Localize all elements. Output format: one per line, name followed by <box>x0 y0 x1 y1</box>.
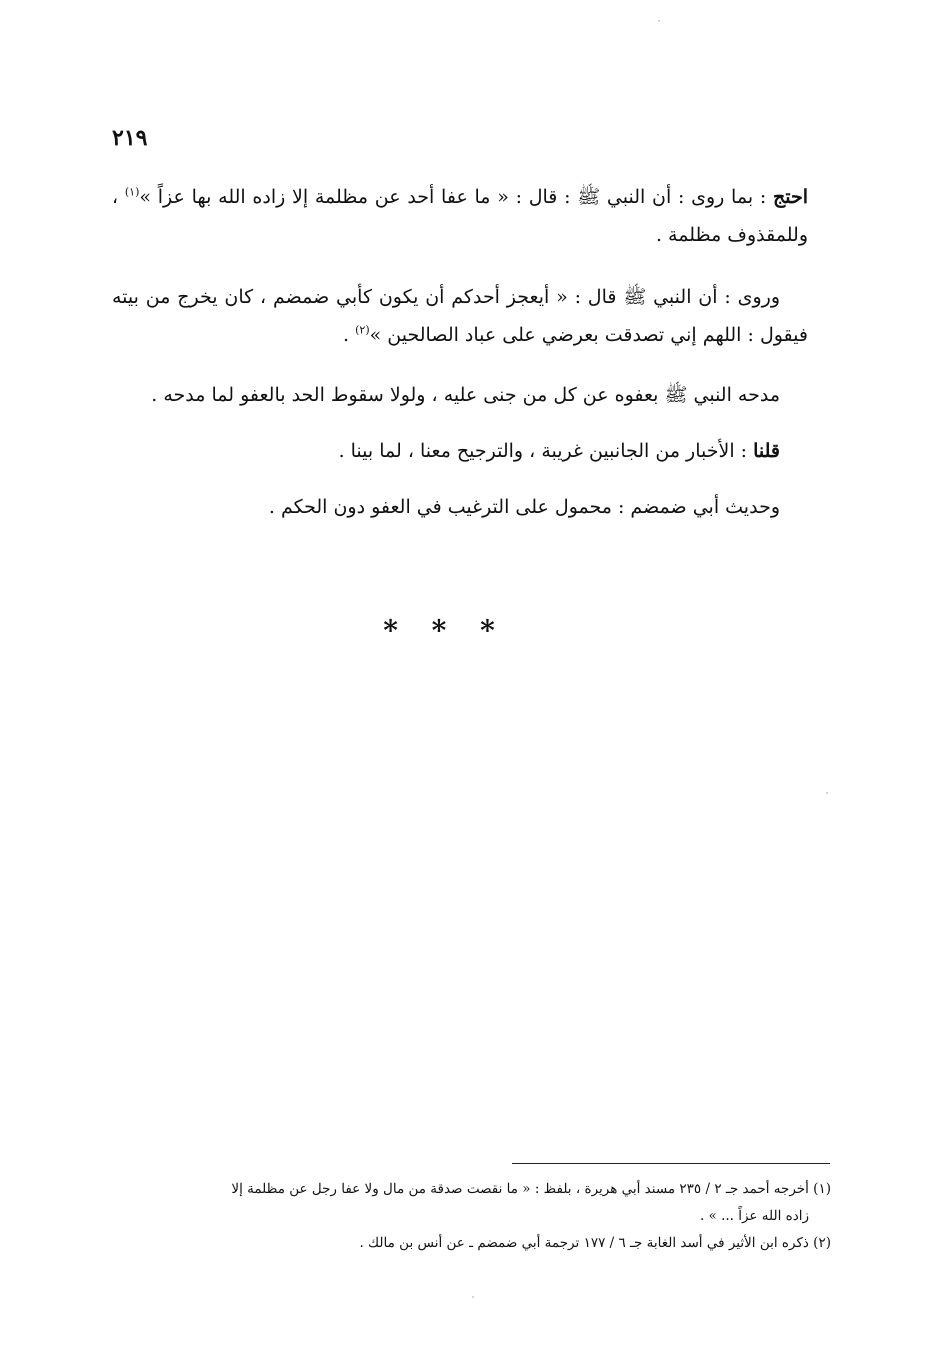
scan-speck <box>826 792 828 794</box>
paragraph-5-text: وحديث أبي ضمضم : محمول على الترغيب في العفو دون الحكم . <box>268 496 780 518</box>
scan-speck <box>658 20 660 22</box>
paragraph-2 <box>112 278 808 354</box>
footnote-1-continuation: زاده الله عزاً ... » . <box>699 1208 809 1224</box>
footnote-1: (١) أخرجه أحمد جـ ٢ / ٢٣٥ مسند أبي هريرة ، بلفظ : « ما نقصت صدقة من مال ولا عفا رجل عن مظلمة إلا <box>231 1181 831 1197</box>
footnote-ref-1: (١) <box>124 185 140 199</box>
paragraph-4-lead: قلنا <box>753 440 780 462</box>
paragraph-1-lead: احتج <box>772 186 809 208</box>
paragraph-4-text: : الأخبار من الجانبين غريبة ، والترجيح معنا ، لما بينا . <box>338 440 754 462</box>
page-number: ٢١٩ <box>112 125 148 151</box>
footnote-rule <box>512 1163 830 1164</box>
section-separator: * * * <box>383 614 507 647</box>
paragraph-2-text: وروى : أن النبي ﷺ قال : « أيعجز أحدكم أن يكون كأبي ضمضم ، كان يخرج من بيته فيقول : اللهم إني تصدقت بعرضي على عباد الصالحين » <box>112 286 808 346</box>
paragraph-3 <box>112 376 808 414</box>
paragraph-1-text: : بما روى : أن النبي ﷺ : قال : « ما عفا أحد عن مظلمة إلا زاده الله بها عزاً » <box>139 186 773 208</box>
paragraph-1-tail: ، وللمقذوف مظلمة . <box>112 186 808 246</box>
paragraph-2-tail: . <box>343 324 356 346</box>
footnotes <box>136 1176 831 1257</box>
footnote-ref-2: (٢) <box>355 323 370 337</box>
scan-speck <box>472 1296 474 1298</box>
paragraph-3-text: مدحه النبي ﷺ بعفوه عن كل من جنى عليه ، ولولا سقوط الحد بالعفو لما مدحه . <box>151 384 780 406</box>
paragraph-5 <box>112 488 808 526</box>
paragraph-1 <box>112 178 808 254</box>
paragraph-4 <box>112 432 808 470</box>
footnote-2: (٢) ذكره ابن الأثير في أسد الغابة جـ ٦ / ١٧٧ ترجمة أبي ضمضم ـ عن أنس بن مالك . <box>359 1235 831 1251</box>
